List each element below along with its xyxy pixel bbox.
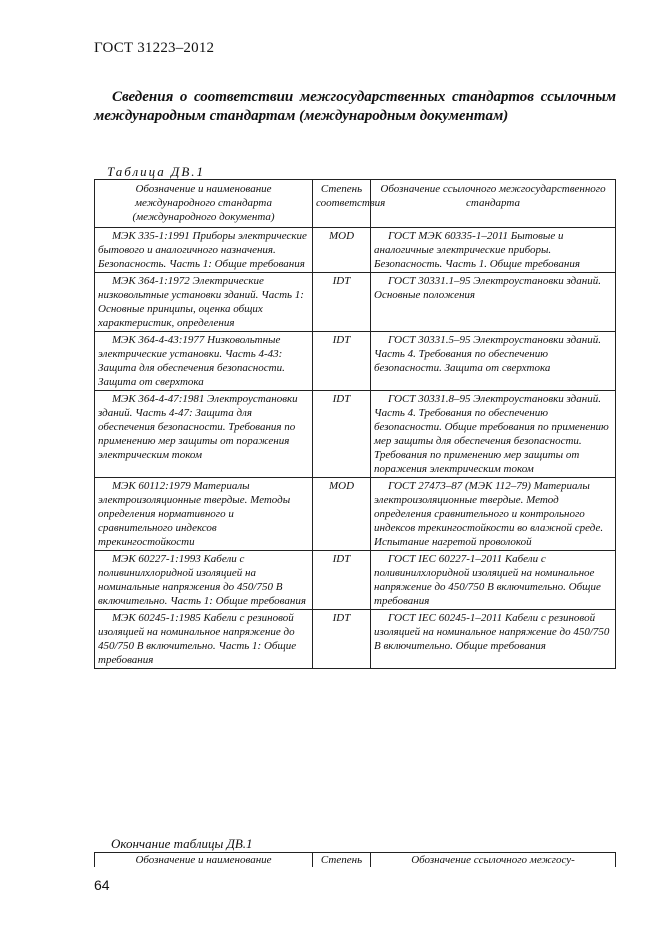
interstate-standard-cell: ГОСТ 30331.8–95 Электроустановки зданий. Часть 4. Требования по обеспечению безопасности. Общие требования по применению мер защиты для обеспечения безопасности. Требования по применению мер защиты от поражения электрическим током — [371, 391, 616, 478]
continuation-header-degree: Степень — [313, 853, 371, 868]
continuation-caption: Окончание таблицы ДВ.1 — [111, 836, 253, 851]
degree-cell: IDT — [313, 273, 371, 332]
international-standard-cell: МЭК 60245-1:1985 Кабели с резиновой изоляцией на номинальное напряжение до 450/750 В включительно. Часть 1: Общие требования — [95, 610, 313, 669]
column-header-degree: Степень соответствия — [313, 180, 371, 228]
interstate-standard-cell: ГОСТ IEC 60227-1–2011 Кабели с поливинилхлоридной изоляцией на номинальное напряжение до 450/750 В включительно. Общие требования — [371, 551, 616, 610]
continuation-header-interstate: Обозначение ссылочного межгосу- — [371, 853, 616, 868]
international-standard-cell: МЭК 60227-1:1993 Кабели с поливинилхлоридной изоляцией на номинальные напряжения до 450/750 В включительно. Часть 1: Общие требования — [95, 551, 313, 610]
standards-table — [94, 179, 616, 669]
section-heading: Сведения о соответствии межгосударственных стандартов ссылочным международным стандартам (международным документам) — [94, 89, 616, 124]
international-standard-cell: МЭК 364-4-47:1981 Электроустановки зданий. Часть 4-47: Защита для обеспечения безопасности. Требования по применению мер защиты от поражения электрическим током — [95, 391, 313, 478]
degree-cell: IDT — [313, 332, 371, 391]
table-row — [95, 610, 616, 669]
continuation-table — [94, 852, 616, 867]
table-row — [95, 478, 616, 551]
page-number: 64 — [94, 877, 110, 893]
international-standard-cell: МЭК 364-1:1972 Электрические низковольтные установки зданий. Часть 1: Основные принципы, оценка общих характеристик, определения — [95, 273, 313, 332]
degree-cell: IDT — [313, 551, 371, 610]
international-standard-cell: МЭК 60112:1979 Материалы электроизоляционные твердые. Методы определения нормативного и сравнительного индексов трекингостойкости — [95, 478, 313, 551]
degree-cell: MOD — [313, 478, 371, 551]
interstate-standard-cell: ГОСТ IEC 60245-1–2011 Кабели с резиновой изоляцией на номинальное напряжение до 450/750 В включительно. Общие требования — [371, 610, 616, 669]
continuation-header-row — [95, 853, 616, 868]
continuation-header-international: Обозначение и наименование — [95, 853, 313, 868]
column-header-international: Обозначение и наименование международного стандарта (международного документа) — [95, 180, 313, 228]
interstate-standard-cell: ГОСТ 27473–87 (МЭК 112–79) Материалы электроизоляционные твердые. Метод определения сравнительного и контрольного индексов трекингостойкости во влажной среде. Испытание нагретой проволокой — [371, 478, 616, 551]
international-standard-cell: МЭК 364-4-43:1977 Низковольтные электрические установки. Часть 4-43: Защита для обеспечения безопасности. Защита от сверхтока — [95, 332, 313, 391]
interstate-standard-cell: ГОСТ 30331.5–95 Электроустановки зданий. Часть 4. Требования по обеспечению безопасности. Защита от сверхтока — [371, 332, 616, 391]
international-standard-cell: МЭК 335-1:1991 Приборы электрические бытового и аналогичного назначения. Безопасность. Часть 1: Общие требования — [95, 228, 313, 273]
degree-cell: IDT — [313, 391, 371, 478]
interstate-standard-cell: ГОСТ 30331.1–95 Электроустановки зданий. Основные положения — [371, 273, 616, 332]
document-code: ГОСТ 31223–2012 — [94, 40, 215, 56]
degree-cell: MOD — [313, 228, 371, 273]
degree-cell: IDT — [313, 610, 371, 669]
column-header-interstate: Обозначение ссылочного межгосударственного стандарта — [371, 180, 616, 228]
table-row — [95, 332, 616, 391]
interstate-standard-cell: ГОСТ МЭК 60335-1–2011 Бытовые и аналогичные электрические приборы. Безопасность. Часть 1. Общие требования — [371, 228, 616, 273]
table-header-row — [95, 180, 616, 228]
table-row — [95, 391, 616, 478]
table-caption: Таблица ДВ.1 — [107, 164, 206, 179]
table-row — [95, 228, 616, 273]
table-row — [95, 551, 616, 610]
table-row — [95, 273, 616, 332]
